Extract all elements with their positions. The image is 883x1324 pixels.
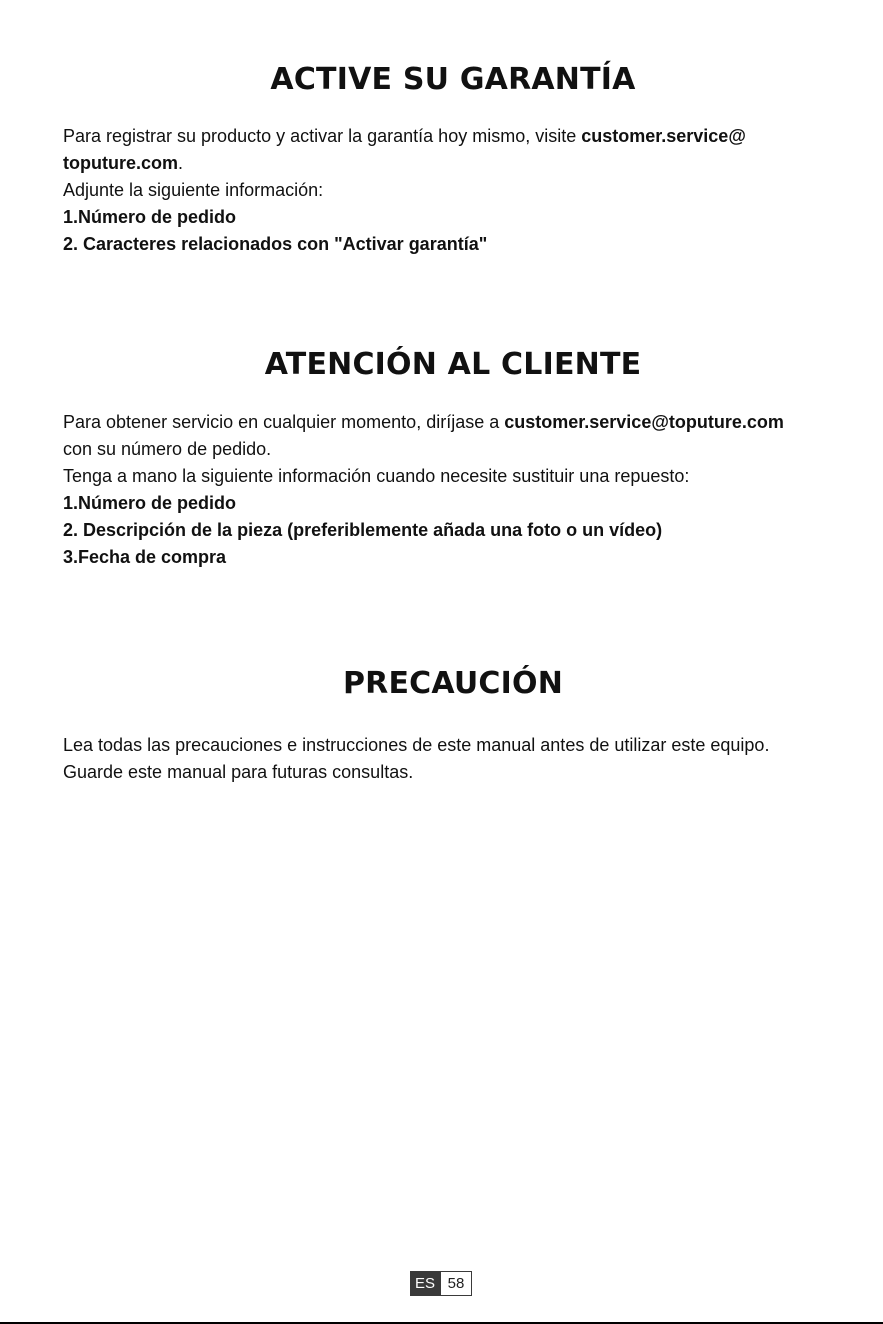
warranty-title: ACTIVE SU GARANTÍA (270, 62, 636, 97)
warranty-line-1 (63, 125, 746, 147)
customer-service-item-2: 2. Descripción de la pieza (preferiblemente añada una foto o un vídeo) (63, 520, 663, 540)
warranty-line-2-text: . (178, 153, 184, 173)
customer-service-line-1-text: Para obtener servicio en cualquier momento, diríjase a (63, 412, 505, 432)
language-badge: ES (410, 1271, 440, 1296)
page-number: 58 (440, 1271, 472, 1296)
customer-service-item-3: 3.Fecha de compra (63, 547, 227, 567)
customer-service-item-1: 1.Número de pedido (63, 493, 237, 513)
warranty-email-part-1[interactable]: customer.service@ (581, 126, 746, 146)
caution-title: PRECAUCIÓN (342, 666, 564, 701)
customer-service-line-3: Tenga a mano la siguiente información cuando necesite sustituir una repuesto: (63, 466, 690, 486)
customer-service-email[interactable]: customer.service@toputure.com (504, 412, 784, 432)
customer-service-title: ATENCIÓN AL CLIENTE (264, 347, 642, 382)
warranty-line-1-text: Para registrar su producto y activar la garantía hoy mismo, visite (63, 126, 582, 146)
warranty-item-2: 2. Caracteres relacionados con "Activar garantía" (63, 234, 488, 254)
warranty-item-1: 1.Número de pedido (63, 207, 237, 227)
page-footer (410, 1271, 472, 1296)
caution-line-1: Lea todas las precauciones e instrucciones de este manual antes de utilizar este equipo. (63, 735, 770, 755)
customer-service-line-2: con su número de pedido. (63, 439, 272, 459)
caution-line-2: Guarde este manual para futuras consultas. (63, 762, 414, 782)
warranty-line-2 (63, 152, 183, 174)
customer-service-line-1 (63, 411, 784, 433)
warranty-email-part-2[interactable]: toputure.com (63, 153, 178, 173)
warranty-line-3: Adjunte la siguiente información: (63, 180, 324, 200)
